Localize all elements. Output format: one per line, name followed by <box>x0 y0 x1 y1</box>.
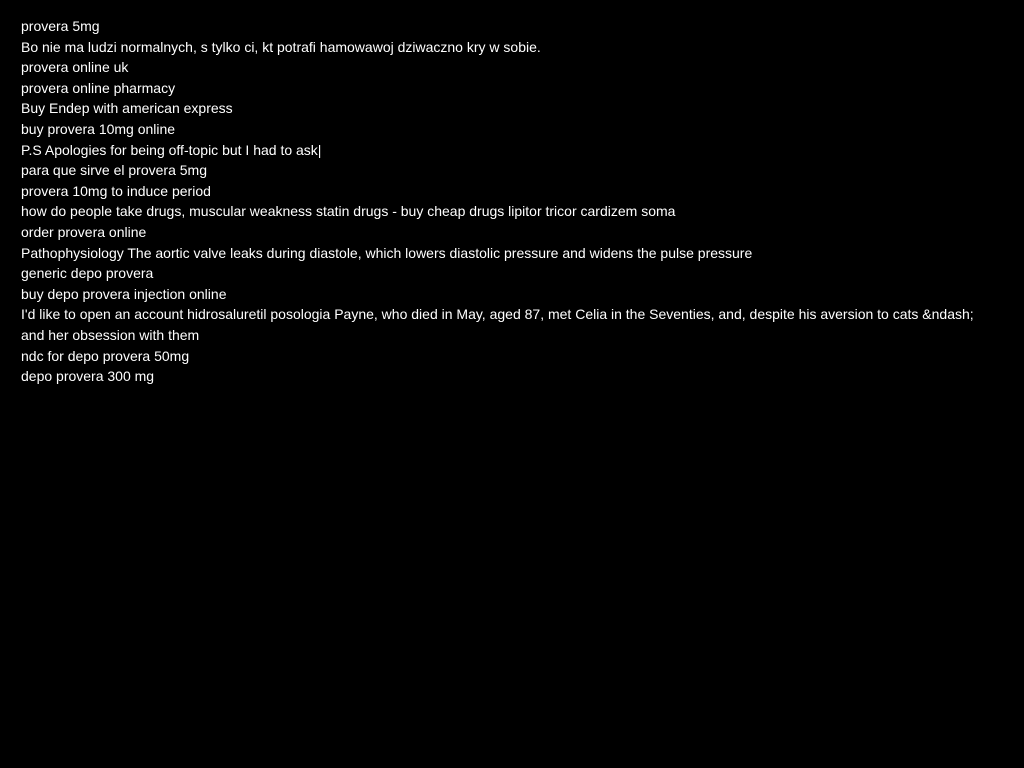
text-block <box>21 16 1004 387</box>
text-line: depo provera 300 mg <box>21 368 155 385</box>
text-line: provera online uk <box>21 59 129 76</box>
text-line: buy depo provera injection online <box>21 285 227 302</box>
text-line: Buy Endep with american express <box>21 100 233 117</box>
text-line: ndc for depo provera 50mg <box>21 347 190 364</box>
text-line: para que sirve el provera 5mg <box>21 162 207 179</box>
text-line: Bo nie ma ludzi normalnych, s tylko ci, kt potrafi hamowawoj dziwaczno kry w sobie. <box>21 38 541 55</box>
text-line: I'd like to open an account hidrosaluretil posologia Payne, who died in May, aged 87, met Celia in the Seventies, and, despite his aversion to cats &ndash; and her obsession with them <box>21 306 974 343</box>
text-line: provera 5mg <box>21 18 100 34</box>
text-line: provera 10mg to induce period <box>21 182 211 199</box>
text-line: Pathophysiology The aortic valve leaks during diastole, which lowers diastolic pressure and widens the pulse pressure <box>21 244 753 261</box>
text-line: order provera online <box>21 223 147 240</box>
text-line: provera online pharmacy <box>21 79 176 96</box>
text-line: P.S Apologies for being off-topic but I had to ask| <box>21 141 322 158</box>
text-line: generic depo provera <box>21 265 154 282</box>
text-line: buy provera 10mg online <box>21 120 176 137</box>
text-line: how do people take drugs, muscular weakness statin drugs - buy cheap drugs lipitor tricor cardizem soma <box>21 203 676 220</box>
